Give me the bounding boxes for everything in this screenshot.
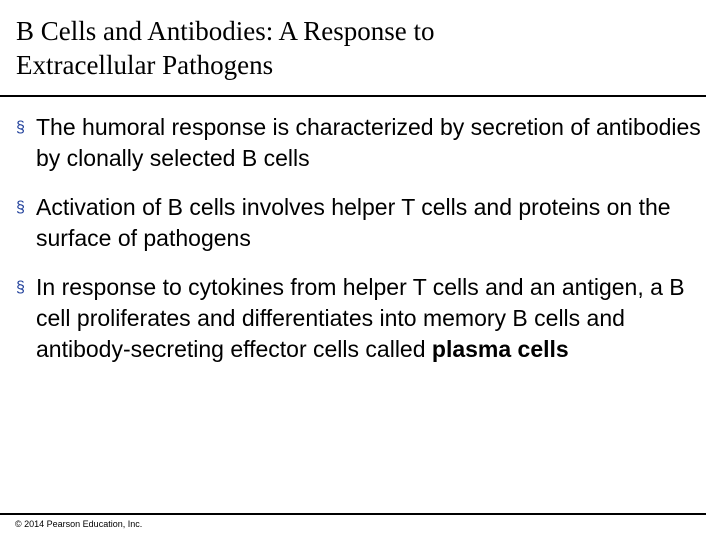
bullet-list (16, 112, 706, 365)
bullet-text: In response to cytokines from helper T cells and an antigen, a B cell proliferates and differentiates into memory B cells and antibody-secreting effector cells called (36, 274, 685, 362)
bullet-icon: § (16, 119, 25, 136)
copyright-notice: © 2014 Pearson Education, Inc. (15, 519, 143, 529)
bullet-item-b-cell-activation (16, 192, 706, 254)
bullet-icon: § (16, 279, 25, 296)
slide-title (16, 14, 696, 82)
bullet-item-plasma-cells (16, 272, 706, 365)
bullet-icon: § (16, 199, 25, 216)
bullet-item-humoral-response (16, 112, 706, 174)
slide-title-line-1: B Cells and Antibodies: A Response to (16, 16, 435, 46)
bullet-text: The humoral response is characterized by secretion of antibodies by clonally selected B cells (36, 114, 701, 171)
bullet-text: Activation of B cells involves helper T cells and proteins on the surface of pathogens (36, 194, 671, 251)
title-divider (0, 95, 706, 97)
bullet-bold-term: plasma cells (431, 336, 569, 362)
slide-title-line-2: Extracellular Pathogens (16, 50, 274, 80)
footer-divider (0, 513, 706, 515)
